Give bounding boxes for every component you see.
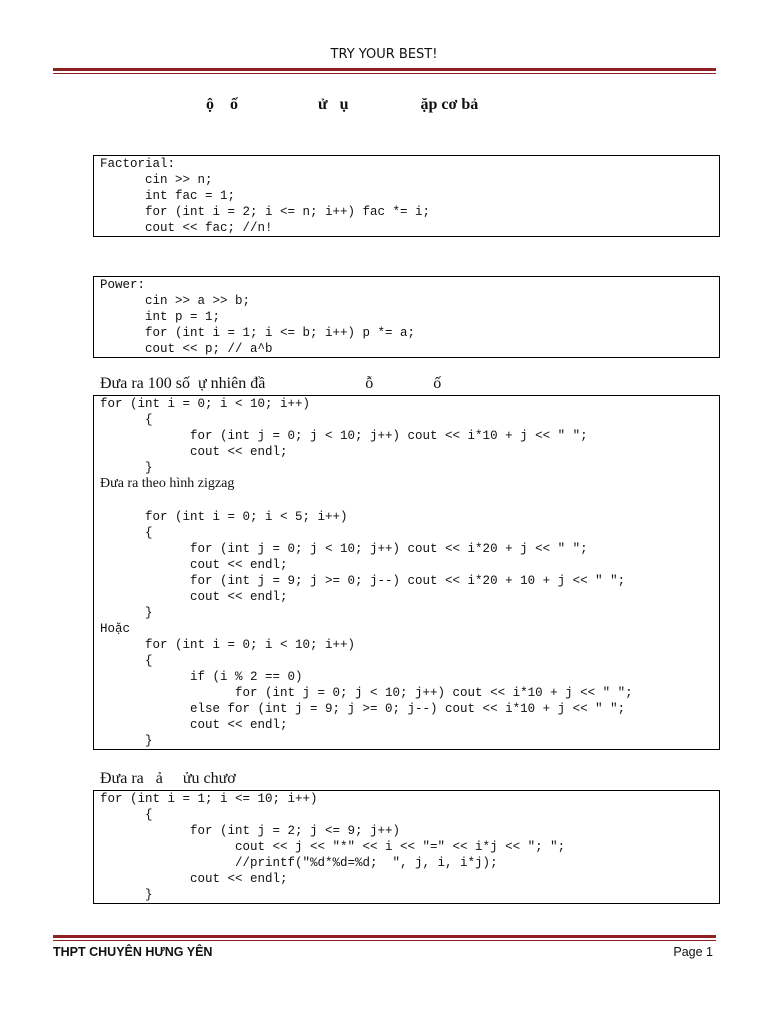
header-divider	[53, 68, 716, 74]
section-heading-numbers: Đưa ra 100 số ự nhiên đầ ỗ ố	[100, 375, 442, 392]
code-line: for (int j = 0; j < 10; j++) cout << i*10 + j << " ";	[100, 429, 588, 443]
or-label: Hoặc	[100, 622, 131, 636]
code-line: cout << j << "*" << i << "=" << i*j << "; ";	[100, 840, 566, 854]
code-line: cout << endl;	[100, 718, 288, 732]
code-line: else for (int j = 9; j >= 0; j--) cout << i*10 + j << " ";	[100, 702, 626, 716]
blank-line	[100, 493, 719, 509]
code-line: for (int j = 0; j < 10; j++) cout << i*20 + j << " ";	[100, 542, 588, 556]
code-line: {	[100, 654, 153, 668]
document-title: ộ ố ử ụ ặp cơ bả	[206, 96, 479, 113]
code-line: for (int i = 2; i <= n; i++) fac *= i;	[100, 205, 431, 219]
code-line: for (int j = 0; j < 10; j++) cout << i*10 + j << " ";	[100, 686, 633, 700]
code-line: cout << endl;	[100, 590, 288, 604]
code-line: //printf("%d*%d=%d; ", j, i, i*j);	[100, 856, 498, 870]
code-line: int fac = 1;	[100, 189, 236, 203]
numbers-code-box	[93, 395, 720, 750]
code-line: {	[100, 413, 153, 427]
code-line: }	[100, 606, 153, 620]
multiplication-code-box	[93, 790, 720, 904]
code-line: }	[100, 461, 153, 475]
code-line: for (int j = 2; j <= 9; j++)	[100, 824, 401, 838]
code-line: cout << fac; //n!	[100, 221, 273, 235]
code-line: for (int i = 1; i <= b; i++) p *= a;	[100, 326, 416, 340]
power-code-box	[93, 276, 720, 358]
code-line: {	[100, 808, 153, 822]
code-line: cin >> n;	[100, 173, 213, 187]
code-line: Power:	[100, 278, 146, 292]
code-line: cout << p; // a^b	[100, 342, 273, 356]
footer-divider	[53, 935, 716, 941]
zigzag-label: Đưa ra theo hình zigzag	[100, 476, 235, 491]
code-line: {	[100, 526, 153, 540]
footer-page-number: Page 1	[673, 945, 713, 959]
code-line: int p = 1;	[100, 310, 221, 324]
code-line: cout << endl;	[100, 558, 288, 572]
code-line: if (i % 2 == 0)	[100, 670, 303, 684]
code-line: cin >> a >> b;	[100, 294, 251, 308]
code-line: cout << endl;	[100, 445, 288, 459]
factorial-code-box	[93, 155, 720, 237]
header-title: TRY YOUR BEST!	[330, 47, 438, 62]
code-line: for (int i = 0; i < 10; i++)	[100, 638, 356, 652]
code-line: for (int j = 9; j >= 0; j--) cout << i*20 + 10 + j << " ";	[100, 574, 626, 588]
code-line: for (int i = 1; i <= 10; i++)	[100, 792, 318, 806]
code-line: Factorial:	[100, 157, 176, 171]
code-line: cout << endl;	[100, 872, 288, 886]
code-line: }	[100, 888, 153, 902]
code-line: for (int i = 0; i < 10; i++)	[100, 397, 311, 411]
code-line: }	[100, 734, 153, 748]
section-heading-multiplication: Đưa ra ả ửu chươ	[100, 770, 236, 787]
code-line: for (int i = 0; i < 5; i++)	[100, 510, 348, 524]
footer-school-name: THPT CHUYÊN HƯNG YÊN	[53, 945, 213, 959]
